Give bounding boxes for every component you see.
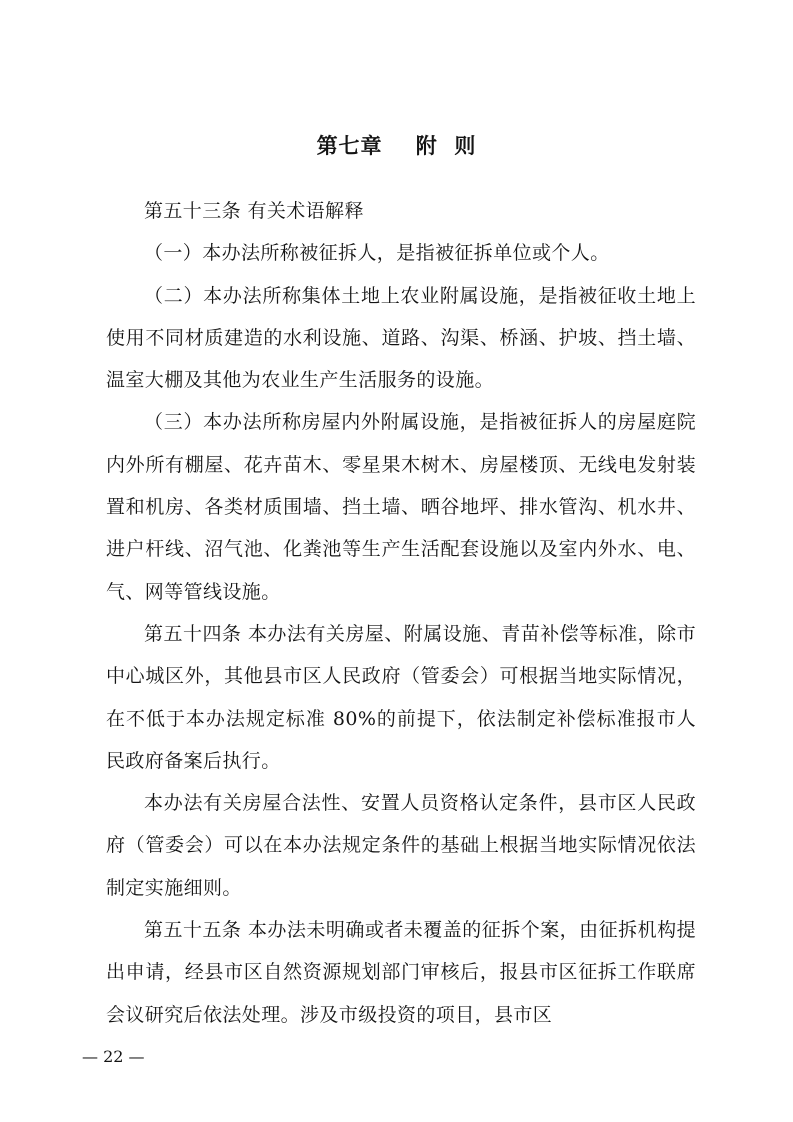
paragraph-article-54-supplement: 本办法有关房屋合法性、安置人员资格认定条件，县市区人民政府（管委会）可以在本办法规定条件的基础上根据当地实际情况依法制定实施细则。 bbox=[106, 792, 696, 899]
paragraph-article-55: 第五十五条 本办法未明确或者未覆盖的征拆个案，由征拆机构提出申请，经县市区自然资源规划部门审核后，报县市区征拆工作联席会议研究后依法处理。涉及市级投资的项目，县市区 bbox=[106, 919, 696, 1026]
paragraph-term-2: （二）本办法所称集体土地上农业附属设施，是指被征收土地上使用不同材质建造的水利设施、道路、沟渠、桥涵、护坡、挡土墙、温室大棚及其他为农业生产生活服务的设施。 bbox=[106, 284, 696, 392]
chapter-title: 第七章 附 则 bbox=[316, 134, 477, 158]
body-text bbox=[106, 190, 696, 1036]
paragraph-article-54: 第五十四条 本办法有关房屋、附属设施、青苗补偿等标准，除市中心城区外，其他县市区人民政府（管委会）可根据当地实际情况，在不低于本办法规定标准 80%的前提下，依法制定补偿标准报市人民政府备案后执行。 bbox=[106, 622, 696, 772]
paragraph-term-3: （三）本办法所称房屋内外附属设施，是指被征拆人的房屋庭院内外所有棚屋、花卉苗木、零星果木树木、房屋楼顶、无线电发射装置和机房、各类材质围墙、挡土墙、晒谷地坪、排水管沟、机水井、进户杆线、沼气池、化粪池等生产生活配套设施以及室内外水、电、气、网等管线设施。 bbox=[106, 411, 696, 603]
paragraph-term-1: （一）本办法所称被征拆人，是指被征拆单位或个人。 bbox=[144, 242, 610, 265]
page-number: — 22 — bbox=[82, 1047, 145, 1066]
paragraph-article-53-heading: 第五十三条 有关术语解释 bbox=[144, 200, 364, 222]
